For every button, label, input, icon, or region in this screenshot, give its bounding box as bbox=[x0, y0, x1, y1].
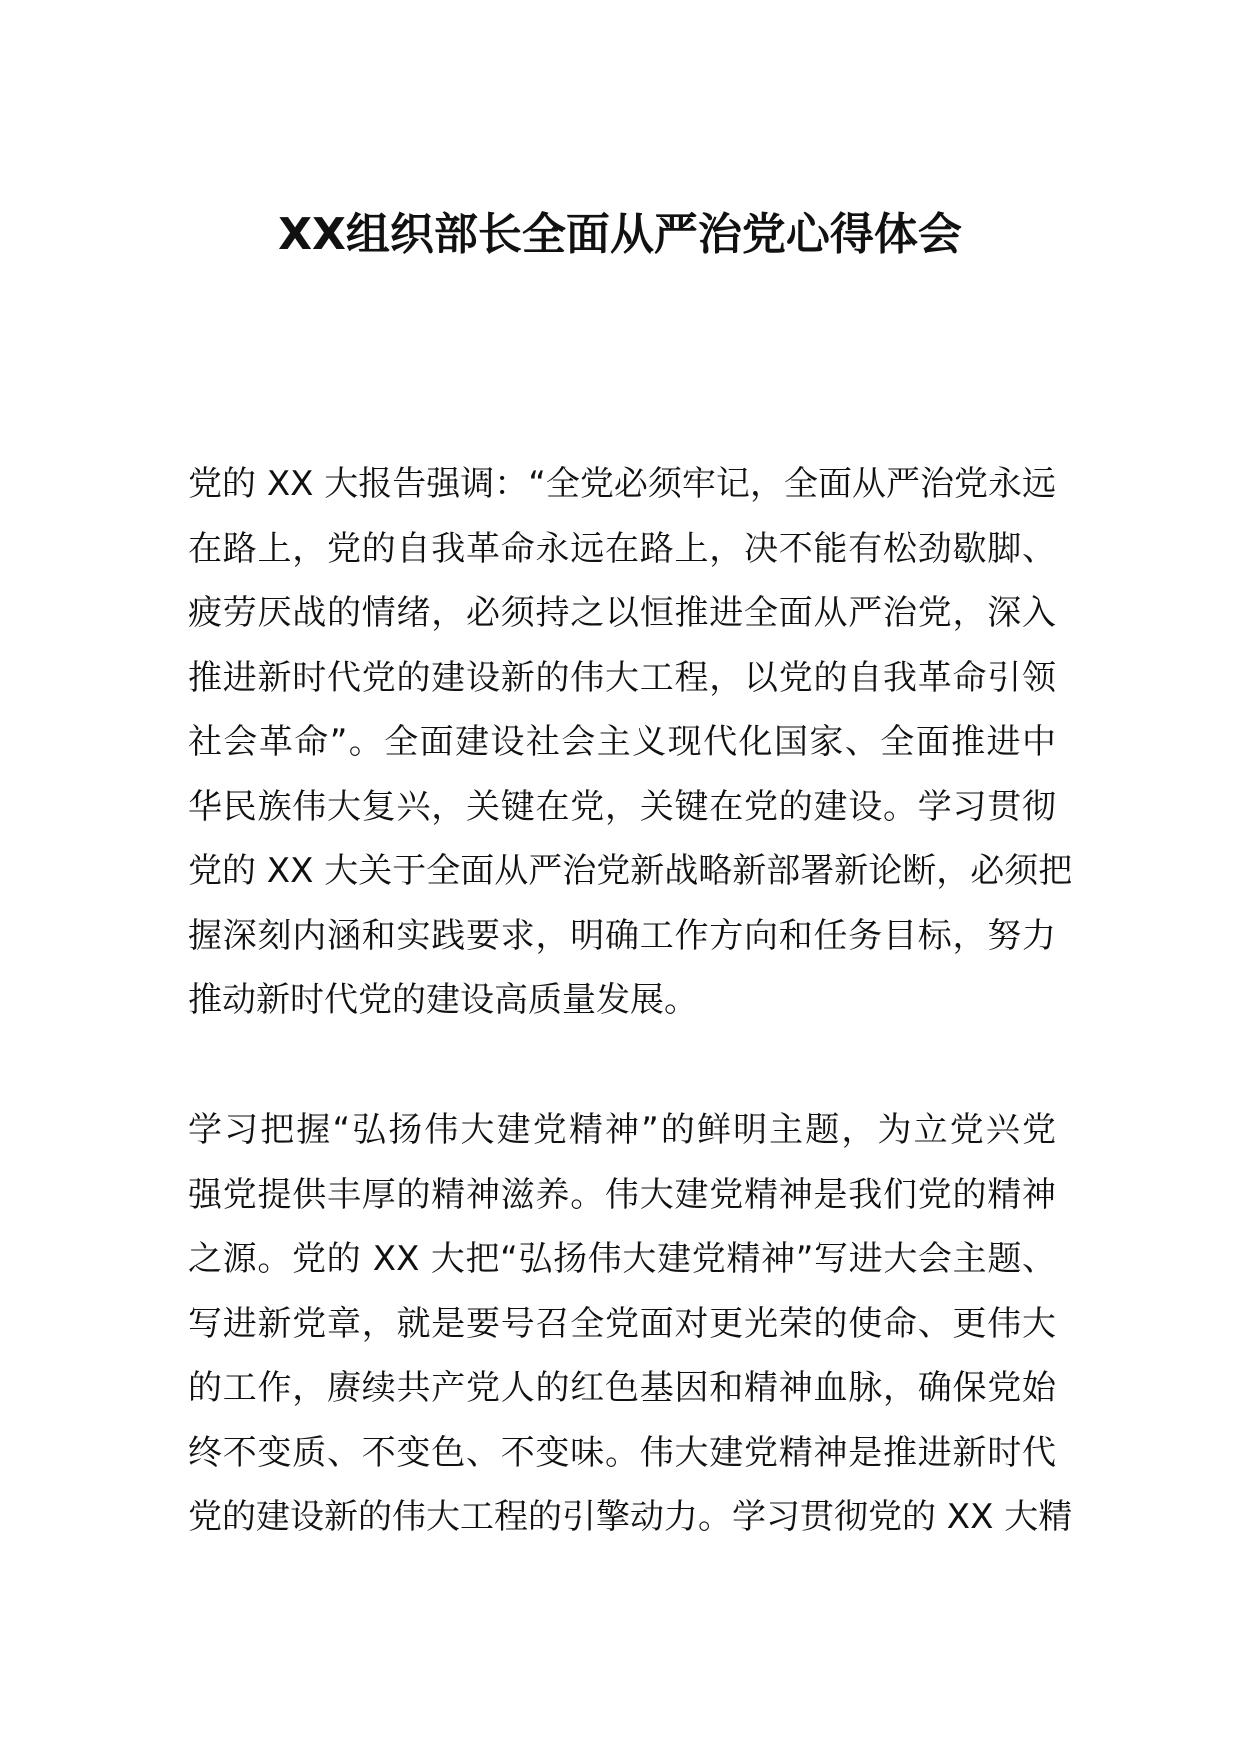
paragraph-1 bbox=[188, 452, 1073, 1033]
text-line: 强党提供丰厚的精神滋养。伟大建党精神是我们党的精神 bbox=[188, 1174, 1056, 1215]
text-line: 疲劳厌战的情绪，必须持之以恒推进全面从严治党，深入 bbox=[188, 593, 1056, 633]
document-title: XX组织部长全面从严治党心得体会 bbox=[278, 209, 962, 260]
text-line: 学习把握“弘扬伟大建党精神”的鲜明主题，为立党兴党 bbox=[188, 1110, 1056, 1150]
text-line: 推进新时代党的建设新的伟大工程，以党的自我革命引领 bbox=[188, 657, 1056, 698]
text-line: 党的 XX 大报告强调：“全党必须牢记，全面从严治党永远 bbox=[188, 464, 1056, 504]
text-line: 的工作，赓续共产党人的红色基因和精神血脉，确保党始 bbox=[188, 1368, 1056, 1408]
text-line: 华民族伟大复兴，关键在党，关键在党的建设。学习贯彻 bbox=[188, 786, 1056, 827]
text-line: 党的建设新的伟大工程的引擎动力。学习贯彻党的 XX 大精 bbox=[188, 1497, 1073, 1537]
text-line: 之源。党的 XX 大把“弘扬伟大建党精神”写进大会主题、 bbox=[188, 1239, 1056, 1279]
text-line: 推动新时代党的建设高质量发展。 bbox=[188, 980, 698, 1020]
text-line: 终不变质、不变色、不变味。伟大建党精神是推进新时代 bbox=[188, 1432, 1056, 1473]
text-line: 党的 XX 大关于全面从严治党新战略新部署新论断，必须把 bbox=[188, 851, 1073, 891]
text-line: 握深刻内涵和实践要求，明确工作方向和任务目标，努力 bbox=[188, 915, 1056, 956]
text-line: 社会革命”。全面建设社会主义现代化国家、全面推进中 bbox=[188, 722, 1056, 762]
text-line: 写进新党章，就是要号召全党面对更光荣的使命、更伟大 bbox=[188, 1303, 1056, 1344]
text-line: 在路上，党的自我革命永远在路上，决不能有松劲歇脚、 bbox=[188, 528, 1056, 569]
paragraph-2 bbox=[188, 1098, 1073, 1550]
